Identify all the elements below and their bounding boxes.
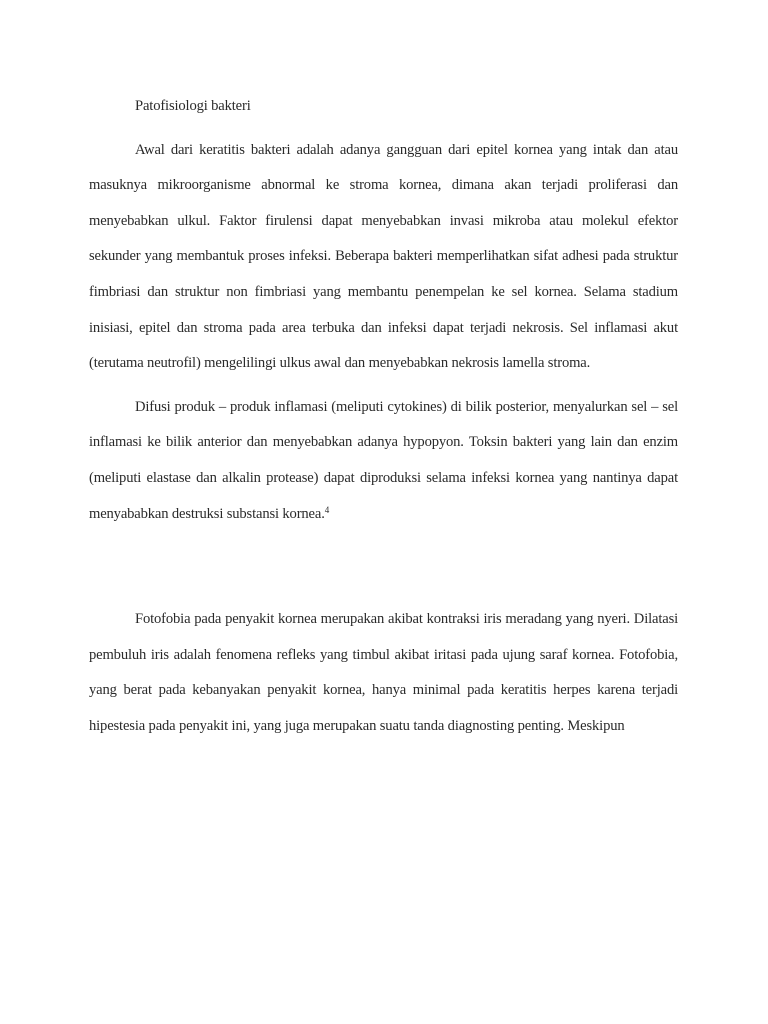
paragraph-photophobia: Fotofobia pada penyakit kornea merupakan akibat kontraksi iris meradang yang nyeri. Dilatasi pembuluh iris adalah fenomena refleks yang timbul akibat iritasi pada ujung saraf kornea. Fotofobia, yang berat pada kebanyakan penyakit kornea, hanya minimal pada keratitis herpes karena terjadi hipestesia pada penyakit ini, yang juga merupakan suatu tanda diagnosting penting. Meskipun	[89, 611, 678, 734]
section-heading: Patofisiologi bakteri	[135, 98, 251, 114]
footnote-reference: 4	[324, 504, 330, 515]
blank-gap	[89, 540, 678, 602]
paragraph-pathophysiology: Awal dari keratitis bakteri adalah adanya gangguan dari epitel kornea yang intak dan atau masuknya mikroorganisme abnormal ke stroma kornea, dimana akan terjadi proliferasi dan menyebabkan ulkul. Faktor firulensi dapat menyebabkan invasi mikroba atau molekul efektor sekunder yang membantuk proses infeksi. Beberapa bakteri memperlihatkan sifat adhesi pada struktur fimbriasi dan struktur non fimbriasi yang membantu penempelan ke sel kornea. Selama stadium inisiasi, epitel dan stroma pada area terbuka dan infeksi dapat terjadi nekrosis. Sel inflamasi akut (terutama neutrofil) mengelilingi ulkus awal dan menyebabkan nekrosis lamella stroma.	[89, 141, 678, 372]
paragraph-inflammation	[89, 390, 678, 532]
document-body	[89, 89, 678, 753]
paragraph-inflammation-text: Difusi produk – produk inflamasi (meliputi cytokines) di bilik posterior, menyalurkan sel – sel inflamasi ke bilik anterior dan menyebabkan adanya hypopyon. Toksin bakteri yang lain dan enzim (meliputi elastase dan alkalin protease) dapat diproduksi selama infeksi kornea yang nantinya dapat menyababkan destruksi substansi kornea.	[89, 398, 678, 522]
